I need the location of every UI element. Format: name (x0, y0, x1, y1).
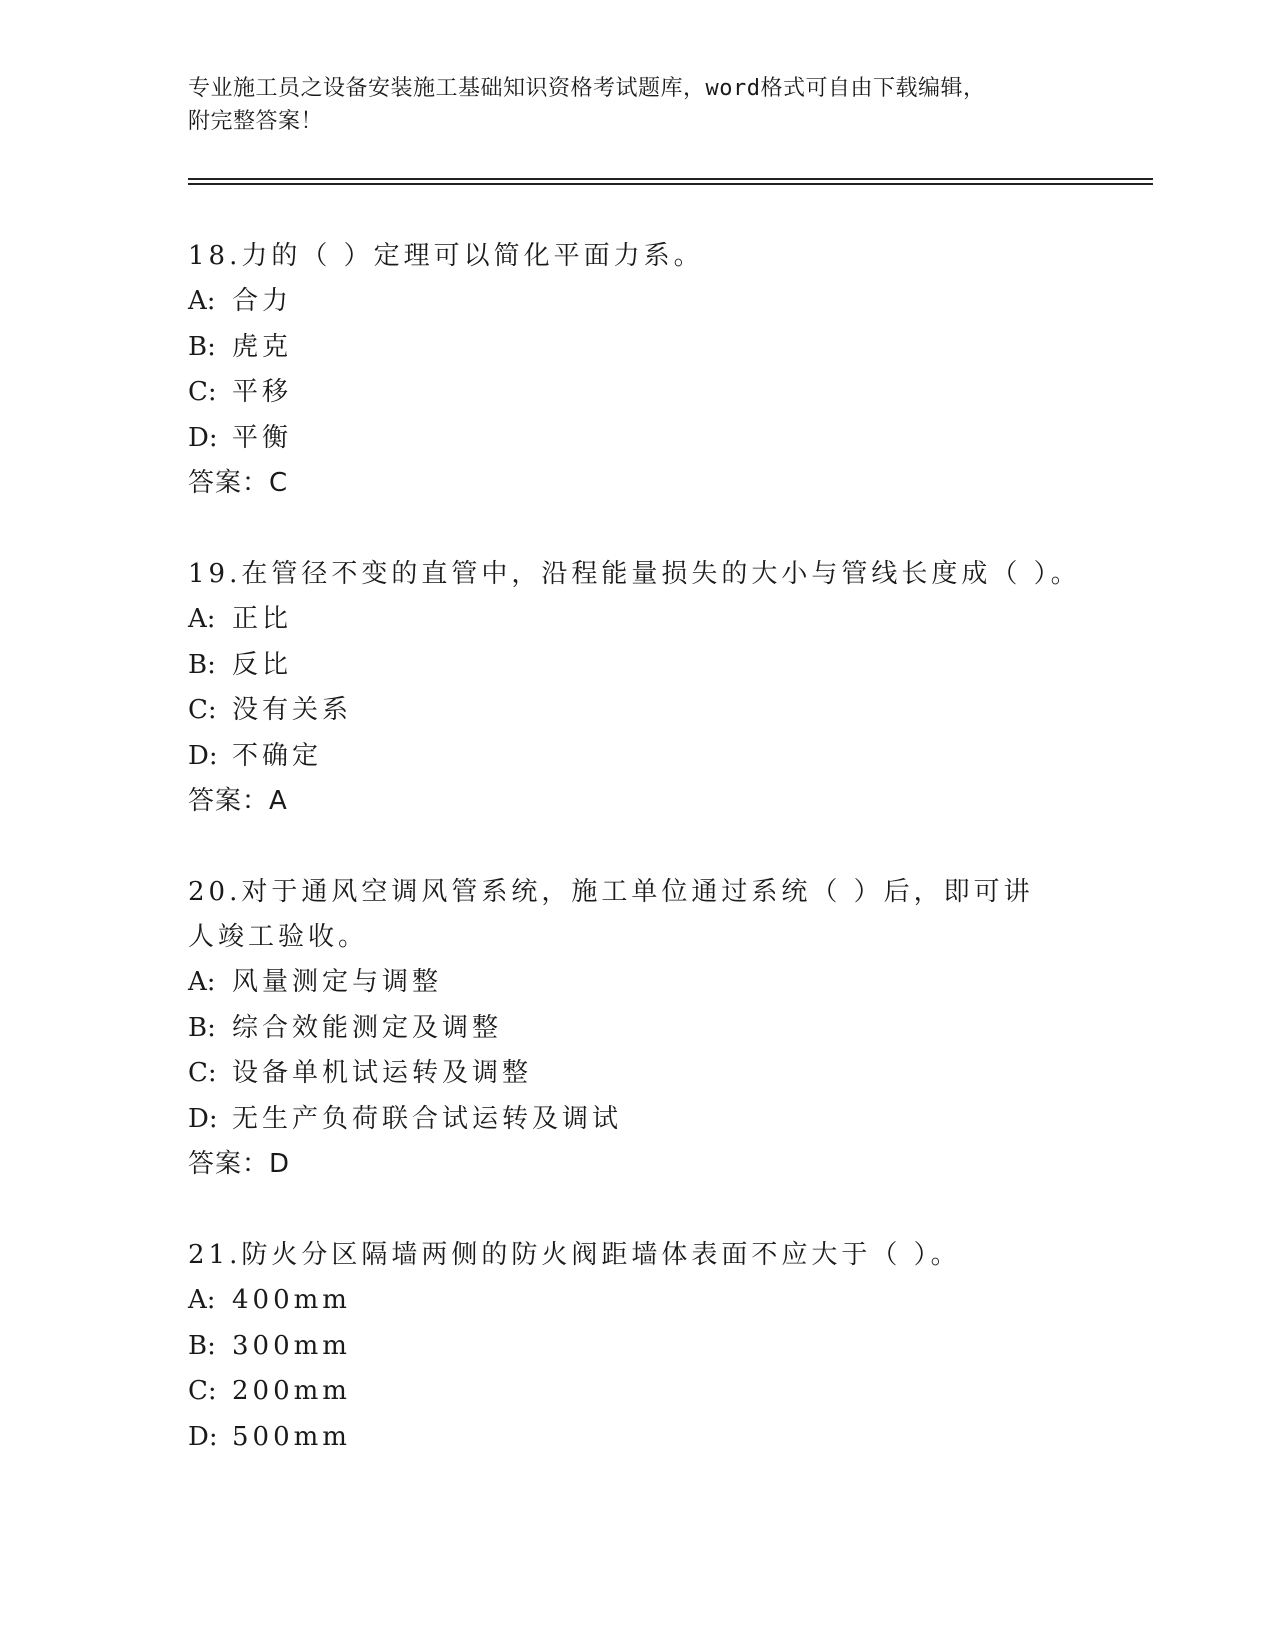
option-d (188, 1415, 1088, 1461)
question-18 (188, 234, 1088, 506)
option-c (188, 1369, 1088, 1415)
option-d (188, 1097, 1088, 1143)
question-20 (188, 870, 1088, 1187)
option-text: 合力 (232, 286, 293, 316)
option-a (188, 960, 1088, 1006)
option-b (188, 1006, 1088, 1052)
option-letter: A: (188, 604, 216, 634)
option-letter: B: (188, 649, 216, 680)
option-d (188, 416, 1088, 462)
option-text: 设备单机试运转及调整 (232, 1058, 533, 1088)
option-letter: A: (188, 967, 216, 997)
answer-line: 答案：A (188, 786, 288, 816)
header-line-1: 专业施工员之设备安装施工基础知识资格考试题库，word格式可自由下载编辑， (188, 76, 986, 101)
option-a (188, 1278, 1088, 1324)
option-text: 没有关系 (232, 695, 353, 725)
option-letter: C: (188, 695, 217, 725)
option-b (188, 325, 1088, 371)
option-letter: D: (188, 422, 218, 453)
option-letter: D: (188, 1103, 218, 1134)
option-text: 综合效能测定及调整 (232, 1012, 503, 1043)
option-text: 虎克 (232, 331, 293, 362)
option-letter: A: (188, 286, 216, 316)
option-letter: B: (188, 1330, 216, 1361)
option-letter: C: (188, 377, 217, 407)
answer-line: 答案：D (188, 1149, 291, 1179)
option-letter: B: (188, 331, 216, 362)
option-letter: C: (188, 1058, 217, 1088)
option-text: 500mm (232, 1421, 351, 1452)
answer-line: 答案：C (188, 468, 289, 498)
header-divider-bottom (188, 183, 1153, 185)
option-d (188, 734, 1088, 780)
question-19 (188, 552, 1088, 824)
option-text: 400mm (232, 1285, 351, 1315)
option-c (188, 688, 1088, 734)
question-stem: 20.对于通风空调风管系统，施工单位通过系统（ ）后，即可讲人竣工验收。 (188, 877, 1034, 952)
option-letter: B: (188, 1012, 216, 1043)
header-divider-top (188, 178, 1153, 180)
question-stem: 19.在管径不变的直管中，沿程能量损失的大小与管线长度成（ ）。 (188, 559, 1081, 589)
option-b (188, 643, 1088, 689)
option-b (188, 1324, 1088, 1370)
option-letter: D: (188, 1421, 218, 1452)
document-header (188, 72, 1068, 138)
option-letter: C: (188, 1376, 217, 1406)
option-a (188, 279, 1088, 325)
option-text: 300mm (232, 1330, 351, 1361)
option-text: 不确定 (232, 740, 323, 771)
option-text: 风量测定与调整 (232, 967, 443, 997)
option-c (188, 370, 1088, 416)
header-line-2: 附完整答案！ (188, 109, 324, 134)
option-text: 平衡 (232, 422, 293, 453)
option-text: 无生产负荷联合试运转及调试 (232, 1103, 623, 1134)
option-text: 反比 (232, 649, 293, 680)
option-text: 正比 (232, 604, 293, 634)
option-a (188, 597, 1088, 643)
option-text: 200mm (232, 1376, 351, 1406)
option-letter: D: (188, 740, 218, 771)
option-text: 平移 (232, 377, 293, 407)
question-21 (188, 1233, 1088, 1460)
question-stem: 21.防火分区隔墙两侧的防火阀距墙体表面不应大于（ ）。 (188, 1240, 961, 1270)
option-letter: A: (188, 1285, 216, 1315)
option-c (188, 1051, 1088, 1097)
question-stem: 18.力的（ ）定理可以简化平面力系。 (188, 241, 704, 271)
